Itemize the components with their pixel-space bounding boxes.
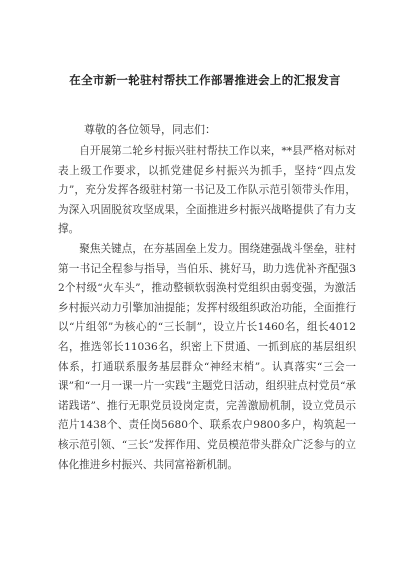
document-title: 在全市新一轮驻村帮扶工作部署推进会上的汇报发言 <box>69 73 341 87</box>
paragraph-intro: 自开展第二轮乡村振兴驻村帮扶工作以来，**县严格对标对表上级工作要求，以抓党建促乡村振兴为抓手，坚持“四点发力”，充分发挥各级驻村第一书记及工作队示范引领带头作用，为深入巩固脱贫攻坚成果，全面推进乡村振兴战略提供了有力支撑。 <box>58 145 356 236</box>
paragraph-key-point: 聚焦关键点，在夯基固垒上发力。围绕建强战斗堡垒，驻村第一书记全程参与指导，当伯乐、挑好马，助力选优补齐配强32个村级“火车头”，推动整顿软弱涣村党组织由弱变强，为激活乡村振兴动力引擎加油提能；发挥村级组织政治功能，全面推行以“片组邻”为核心的“三长制”，设立片长1460名，组长4012名，推选邻长11036名，织密上下贯通、一抓到底的基层组织体系，打通联系服务基层群众“神经末梢”。认真落实“三会一课”和“一月一课一片一实践”主题党日活动，组织驻点村党员“承诺践诺”、推行无职党员设岗定责，完善激励机制，设立党员示范片1438个、责任岗5680个、联系农户9800多户，构筑起一核示范引领、“三长”发挥作用、党员模范带头群众广泛参与的立体化推进乡村振兴、共同富裕新机制。 <box>58 242 356 471</box>
document-body <box>58 142 356 475</box>
salutation: 尊敬的各位领导，同志们： <box>84 123 216 136</box>
